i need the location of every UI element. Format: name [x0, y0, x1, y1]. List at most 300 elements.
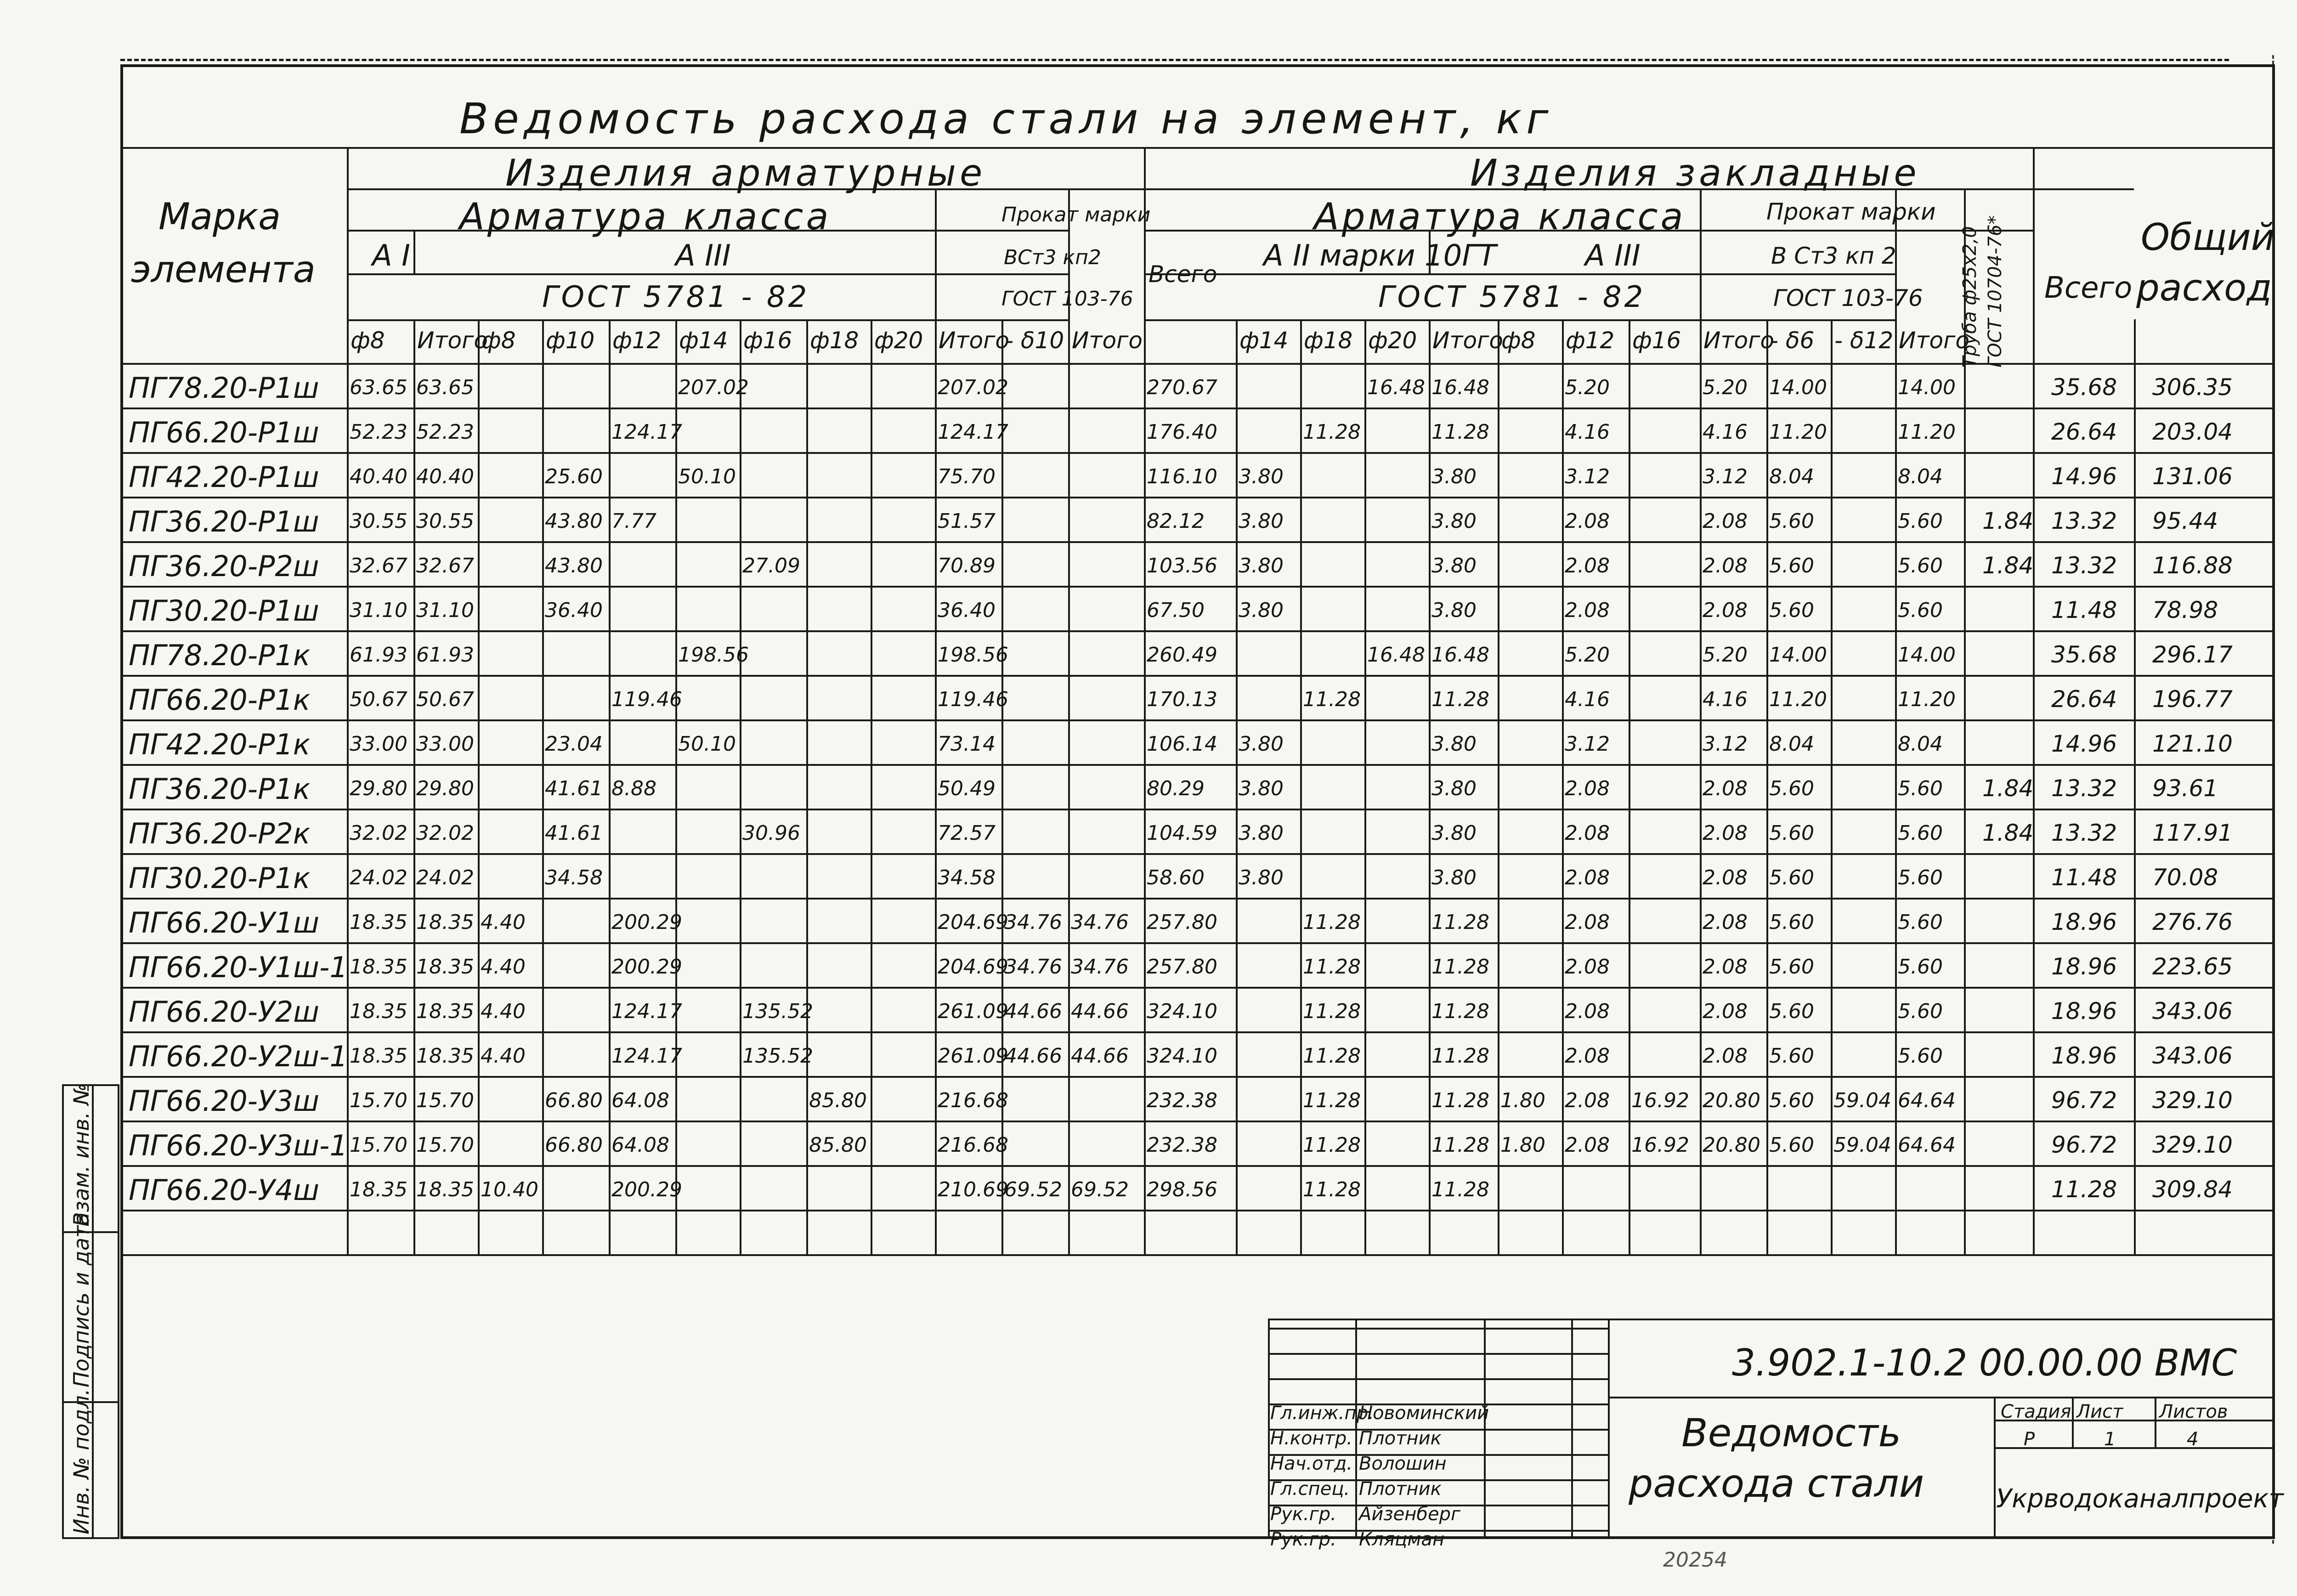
table-cell: 14.96: [2051, 730, 2117, 757]
table-cell: 3.80: [1239, 554, 1284, 577]
col-line: [806, 319, 808, 1254]
table-cell: 43.80: [545, 509, 603, 533]
stamp-sheets: 4: [2187, 1429, 2199, 1450]
table-cell: 324.10: [1147, 1000, 1217, 1023]
row-line: [120, 898, 2272, 900]
table-cell: 3.12: [1703, 732, 1748, 756]
col-line: [609, 319, 611, 1254]
header-arm-group: Изделия арматурные: [505, 152, 986, 194]
table-cell: 58.60: [1147, 866, 1205, 889]
row-line: [120, 1076, 2272, 1078]
table-cell: 36.40: [938, 599, 996, 622]
col-line-rolled: [935, 188, 937, 1254]
table-cell: 40.40: [350, 465, 407, 488]
header-line-4d: [1700, 319, 1895, 321]
header-gost-emb: ГОСТ 5781 - 82: [1378, 280, 1646, 314]
table-cell: 2.08: [1703, 509, 1748, 533]
table-cell: 16.48: [1431, 643, 1489, 667]
table-cell: 5.60: [1769, 777, 1814, 800]
subheader-cell: Итого: [1072, 327, 1143, 354]
table-cell: 34.76: [1004, 955, 1062, 979]
table-cell: 13.32: [2051, 508, 2117, 534]
table-cell: 18.96: [2051, 998, 2117, 1024]
table-cell: 11.28: [1303, 1089, 1361, 1112]
table-cell: 2.08: [1703, 1044, 1748, 1068]
col-line: [740, 319, 741, 1254]
table-cell: 3.80: [1239, 599, 1284, 622]
stamp-line: [1571, 1319, 1573, 1537]
table-cell: 11.20: [1898, 688, 1956, 711]
table-cell: 261.09: [938, 1000, 1008, 1023]
col-line: [2134, 319, 2136, 1254]
subheader-cell: ф14: [1239, 327, 1289, 354]
row-line: [120, 987, 2272, 989]
header-emb-class: Арматура класса: [1314, 195, 1686, 238]
table-cell: 4.40: [481, 955, 526, 979]
table-cell: 52.23: [416, 420, 474, 444]
table-cell: 309.84: [2152, 1176, 2233, 1203]
table-cell: 2.08: [1703, 821, 1748, 845]
table-cell: 2.08: [1703, 554, 1748, 577]
subheader-cell: ф18: [1304, 327, 1353, 354]
table-cell: 2.08: [1703, 777, 1748, 800]
table-cell: 35.68: [2051, 641, 2117, 668]
row-line: [120, 942, 2272, 944]
side-line: [92, 1084, 94, 1539]
table-cell: 3.80: [1431, 777, 1477, 800]
row-mark: ПГ66.20-У2ш-1: [129, 1040, 348, 1073]
table-cell: 23.04: [545, 732, 603, 756]
table-cell: 3.80: [1431, 866, 1477, 889]
table-cell: 198.56: [678, 643, 749, 667]
table-cell: 11.20: [1898, 420, 1956, 444]
row-mark: ПГ66.20-У4ш: [129, 1173, 319, 1207]
row-mark: ПГ66.20-Р1ш: [129, 416, 319, 449]
col-line: [1629, 319, 1630, 1254]
row-mark: ПГ66.20-У3ш-1: [129, 1129, 348, 1162]
table-cell: 135.52: [742, 1044, 813, 1068]
stamp-title-2: расхода стали: [1629, 1461, 1924, 1506]
stamp-line: [1355, 1319, 1357, 1537]
header-rolled-arm-3: ГОСТ 103-76: [1001, 287, 1133, 311]
table-cell: 24.02: [350, 866, 407, 889]
row-line: [120, 809, 2272, 810]
table-cell: 18.35: [416, 955, 474, 979]
table-cell: 96.72: [2051, 1087, 2117, 1114]
table-cell: 3.80: [1239, 777, 1284, 800]
row-line: [120, 407, 2272, 409]
table-cell: 11.20: [1769, 420, 1827, 444]
table-cell: 5.60: [1769, 509, 1814, 533]
subheader-cell: - δ6: [1770, 327, 1815, 354]
stamp-line: [1994, 1447, 2272, 1449]
table-cell: 104.59: [1147, 821, 1217, 845]
row-line: [120, 853, 2272, 855]
table-cell: 2.08: [1565, 1133, 1610, 1157]
col-line: [1300, 319, 1302, 1254]
table-cell: 11.28: [1303, 1000, 1361, 1023]
table-cell: 5.20: [1703, 376, 1748, 399]
table-cell: 5.60: [1898, 599, 1943, 622]
table-cell: 8.04: [1769, 465, 1814, 488]
subheader-cell: Итого: [417, 327, 488, 354]
table-cell: 1.84: [1982, 552, 2034, 579]
stamp-sheet: 1: [2104, 1429, 2116, 1450]
table-cell: 257.80: [1147, 955, 1217, 979]
table-cell: 223.65: [2152, 953, 2233, 980]
table-cell: 5.60: [1769, 955, 1814, 979]
stamp-sheets-label: Листов: [2159, 1401, 2228, 1422]
table-cell: 261.09: [938, 1044, 1008, 1068]
table-cell: 20.80: [1703, 1089, 1760, 1112]
table-cell: 200.29: [611, 1178, 682, 1201]
table-cell: 124.17: [611, 1000, 682, 1023]
table-cell: 34.76: [1071, 911, 1129, 934]
table-cell: 5.60: [1898, 1044, 1943, 1068]
col-line-rolled-emb: [1700, 188, 1702, 1254]
stamp-name: Волошин: [1359, 1453, 1447, 1474]
table-cell: 93.61: [2152, 775, 2218, 802]
table-cell: 124.17: [611, 1044, 682, 1068]
row-line: [120, 1165, 2272, 1167]
table-cell: 324.10: [1147, 1044, 1217, 1068]
table-cell: 30.55: [350, 509, 407, 533]
table-cell: 16.92: [1631, 1133, 1689, 1157]
row-line: [120, 452, 2272, 454]
header-line-3b: [935, 273, 1068, 275]
stamp-line: [1268, 1319, 1270, 1537]
stamp-role: Рук.гр.: [1270, 1504, 1336, 1525]
table-cell: 63.65: [416, 376, 474, 399]
stamp-sheet-label: Лист: [2076, 1401, 2123, 1422]
table-cell: 121.10: [2152, 730, 2233, 757]
table-cell: 66.80: [545, 1133, 603, 1157]
col-line: [1562, 319, 1564, 1254]
side-inv: Инв. № подл.: [69, 1388, 94, 1534]
table-cell: 13.32: [2051, 775, 2117, 802]
col-line: [478, 319, 480, 1254]
table-cell: 176.40: [1147, 420, 1217, 444]
table-cell: 13.32: [2051, 820, 2117, 846]
table-cell: 4.16: [1565, 420, 1610, 444]
table-cell: 2.08: [1565, 1000, 1610, 1023]
row-mark: ПГ30.20-Р1ш: [129, 594, 319, 628]
table-cell: 85.80: [809, 1089, 867, 1112]
table-cell: 3.80: [1431, 554, 1477, 577]
table-cell: 32.67: [350, 554, 407, 577]
table-cell: 2.08: [1565, 599, 1610, 622]
header-a1: А I: [372, 239, 410, 273]
table-cell: 170.13: [1147, 688, 1217, 711]
table-cell: 232.38: [1147, 1133, 1217, 1157]
table-cell: 5.60: [1769, 866, 1814, 889]
table-cell: 32.67: [416, 554, 474, 577]
side-sign: Подпись и дата: [69, 1212, 94, 1387]
table-cell: 3.80: [1239, 821, 1284, 845]
table-cell: 5.60: [1769, 821, 1814, 845]
table-cell: 3.80: [1239, 509, 1284, 533]
header-line-3c: [1144, 273, 1700, 275]
stamp-role: Гл.инж.пр.: [1270, 1403, 1374, 1424]
table-cell: 5.60: [1898, 955, 1943, 979]
table-cell: 24.02: [416, 866, 474, 889]
stamp-line: [2155, 1397, 2156, 1447]
subheader-cell: ф20: [874, 327, 923, 354]
table-cell: 2.08: [1565, 777, 1610, 800]
table-cell: 44.66: [1071, 1000, 1129, 1023]
table-cell: 43.80: [545, 554, 603, 577]
table-cell: 18.35: [350, 955, 407, 979]
table-cell: 72.57: [938, 821, 996, 845]
row-mark: ПГ36.20-Р2ш: [129, 549, 319, 583]
row-mark: ПГ66.20-У2ш: [129, 995, 319, 1029]
header-emb-group: Изделия закладные: [1470, 152, 1920, 194]
table-cell: 16.48: [1367, 643, 1425, 667]
table-cell: 7.77: [611, 509, 656, 533]
row-line: [120, 719, 2272, 721]
row-line: [120, 1254, 2272, 1256]
table-cell: 11.28: [1303, 1044, 1361, 1068]
table-cell: 61.93: [350, 643, 407, 667]
table-cell: 2.08: [1565, 1089, 1610, 1112]
table-cell: 3.12: [1703, 465, 1748, 488]
table-cell: 200.29: [611, 911, 682, 934]
table-cell: 5.60: [1898, 821, 1943, 845]
table-cell: 18.35: [350, 911, 407, 934]
table-cell: 85.80: [809, 1133, 867, 1157]
row-mark: ПГ66.20-У1ш: [129, 906, 319, 939]
table-cell: 5.60: [1769, 554, 1814, 577]
table-cell: 96.72: [2051, 1132, 2117, 1158]
table-cell: 2.08: [1565, 955, 1610, 979]
stamp-name: Кляцман: [1359, 1529, 1445, 1550]
table-cell: 14.00: [1769, 643, 1827, 667]
header-rolled-emb-3: ГОСТ 103-76: [1773, 285, 1923, 311]
table-cell: 5.60: [1769, 1000, 1814, 1023]
table-cell: 59.04: [1833, 1089, 1891, 1112]
table-cell: 50.10: [678, 732, 736, 756]
table-cell: 119.46: [938, 688, 1008, 711]
stamp-line: [1608, 1319, 1610, 1537]
table-cell: 1.84: [1982, 508, 2034, 534]
table-cell: 18.35: [350, 1000, 407, 1023]
subheader-cell: Итого: [939, 327, 1009, 354]
table-cell: 8.04: [1898, 465, 1943, 488]
table-cell: 2.08: [1703, 866, 1748, 889]
table-cell: 61.93: [416, 643, 474, 667]
table-cell: 69.52: [1004, 1178, 1062, 1201]
table-cell: 18.35: [416, 1044, 474, 1068]
header-emb-a2: А II марки 10ГТ: [1263, 239, 1497, 273]
row-line: [120, 1031, 2272, 1033]
subheader-cell: ф8: [1501, 327, 1536, 354]
row-mark: ПГ66.20-Р1к: [129, 683, 311, 717]
table-cell: 124.17: [938, 420, 1008, 444]
table-cell: 11.28: [1431, 420, 1489, 444]
table-cell: 14.00: [1898, 376, 1956, 399]
header-rolled-arm-1: Прокат марки: [1001, 203, 1151, 226]
bottom-note: 20254: [1663, 1548, 1727, 1572]
table-cell: 18.35: [416, 1000, 474, 1023]
table-cell: 207.02: [678, 376, 749, 399]
table-cell: 36.40: [545, 599, 603, 622]
stamp-role: Рук.гр.: [1270, 1529, 1336, 1550]
table-cell: 2.08: [1703, 911, 1748, 934]
table-cell: 78.98: [2152, 597, 2218, 623]
table-cell: 44.66: [1004, 1044, 1062, 1068]
table-cell: 11.28: [1303, 1178, 1361, 1201]
table-cell: 2.08: [1565, 821, 1610, 845]
table-cell: 18.35: [350, 1044, 407, 1068]
table-cell: 1.84: [1982, 775, 2034, 802]
table-cell: 3.80: [1431, 732, 1477, 756]
table-cell: 5.60: [1898, 1000, 1943, 1023]
table-cell: 4.40: [481, 1044, 526, 1068]
stamp-line: [1608, 1397, 2272, 1398]
row-mark: ПГ42.20-Р1ш: [129, 460, 319, 494]
table-cell: 11.28: [1431, 1178, 1489, 1201]
table-cell: 50.67: [416, 688, 474, 711]
table-cell: 32.02: [350, 821, 407, 845]
table-cell: 3.80: [1431, 509, 1477, 533]
stamp-line: [2072, 1397, 2074, 1447]
table-cell: 50.10: [678, 465, 736, 488]
table-cell: 15.70: [416, 1133, 474, 1157]
subheader-cell: Итого: [1432, 327, 1503, 354]
table-cell: 5.60: [1898, 866, 1943, 889]
table-cell: 198.56: [938, 643, 1008, 667]
table-cell: 204.69: [938, 955, 1008, 979]
table-cell: 3.12: [1565, 732, 1610, 756]
side-replace: Взам. инв. №: [69, 1083, 94, 1227]
table-cell: 232.38: [1147, 1089, 1217, 1112]
table-cell: 41.61: [545, 821, 603, 845]
table-cell: 5.20: [1703, 643, 1748, 667]
row-line: [120, 1121, 2272, 1122]
table-cell: 5.60: [1769, 599, 1814, 622]
table-cell: 11.28: [1431, 955, 1489, 979]
table-cell: 11.28: [1431, 911, 1489, 934]
row-line: [120, 541, 2272, 543]
header-line-4a: [347, 319, 935, 321]
table-cell: 296.17: [2152, 641, 2233, 668]
table-cell: 16.48: [1367, 376, 1425, 399]
table-cell: 8.88: [611, 777, 656, 800]
table-cell: 5.60: [1769, 1089, 1814, 1112]
row-line: [120, 586, 2272, 588]
table-cell: 257.80: [1147, 911, 1217, 934]
col-line: [1236, 319, 1238, 1254]
header-total-arm: Всего: [1148, 261, 1217, 288]
table-cell: 2.08: [1703, 599, 1748, 622]
table-cell: 298.56: [1147, 1178, 1217, 1201]
stamp-line: [1994, 1397, 1996, 1537]
table-cell: 5.60: [1898, 554, 1943, 577]
table-cell: 11.28: [1303, 1133, 1361, 1157]
stamp-line: [1268, 1378, 1608, 1380]
table-cell: 5.60: [1769, 1133, 1814, 1157]
stamp-role: Н.контр.: [1270, 1428, 1352, 1449]
header-rolled-arm-2: ВСт3 кп2: [1004, 246, 1101, 269]
table-cell: 5.60: [1898, 777, 1943, 800]
table-cell: 18.35: [416, 1178, 474, 1201]
subheader-cell: ф16: [1632, 327, 1681, 354]
table-cell: 32.02: [416, 821, 474, 845]
table-cell: 11.28: [1303, 420, 1361, 444]
table-cell: 117.91: [2152, 820, 2233, 846]
table-cell: 18.96: [2051, 909, 2117, 935]
table-cell: 2.08: [1565, 866, 1610, 889]
col-line: [871, 319, 872, 1254]
table-cell: 18.96: [2051, 953, 2117, 980]
table-cell: 1.84: [1982, 820, 2034, 846]
table-cell: 14.96: [2051, 463, 2117, 490]
table-cell: 70.89: [938, 554, 996, 577]
table-cell: 16.48: [1431, 376, 1489, 399]
header-overall-2: расход: [2136, 266, 2272, 309]
table-cell: 5.60: [1898, 509, 1943, 533]
table-cell: 11.28: [1303, 911, 1361, 934]
col-line: [1498, 319, 1499, 1254]
table-cell: 1.80: [1500, 1133, 1545, 1157]
side-line: [62, 1401, 119, 1403]
table-cell: 4.16: [1703, 420, 1748, 444]
stamp-line: [1268, 1328, 1608, 1330]
stamp-line: [1484, 1319, 1486, 1537]
table-cell: 11.20: [1769, 688, 1827, 711]
table-cell: 29.80: [416, 777, 474, 800]
table-cell: 11.28: [1303, 955, 1361, 979]
table-cell: 25.60: [545, 465, 603, 488]
table-cell: 329.10: [2152, 1087, 2233, 1114]
table-cell: 50.49: [938, 777, 996, 800]
table-cell: 26.64: [2051, 686, 2117, 713]
table-cell: 5.60: [1769, 1044, 1814, 1068]
stamp-name: Новоминский: [1359, 1403, 1489, 1424]
col-line-overall: [2033, 147, 2035, 1254]
table-cell: 2.08: [1703, 955, 1748, 979]
table-cell: 44.66: [1004, 1000, 1062, 1023]
table-cell: 343.06: [2152, 998, 2233, 1024]
row-line: [120, 675, 2272, 677]
table-cell: 200.29: [611, 955, 682, 979]
table-cell: 20.80: [1703, 1133, 1760, 1157]
col-line: [413, 319, 415, 1254]
col-line: [1364, 319, 1366, 1254]
row-mark: ПГ36.20-Р1ш: [129, 505, 319, 538]
stamp-stage-label: Стадия: [2001, 1401, 2071, 1422]
header-line-3a: [347, 273, 935, 275]
table-cell: 63.65: [350, 376, 407, 399]
table-cell: 34.76: [1004, 911, 1062, 934]
table-cell: 64.64: [1898, 1133, 1956, 1157]
table-cell: 4.40: [481, 911, 526, 934]
side-line: [62, 1231, 119, 1233]
header-gost-arm: ГОСТ 5781 - 82: [542, 280, 810, 314]
table-cell: 3.80: [1431, 465, 1477, 488]
table-cell: 11.28: [1431, 1133, 1489, 1157]
header-rolled-emb-2: В Ст3 кп 2: [1771, 243, 1896, 269]
table-cell: 11.28: [1431, 1044, 1489, 1068]
table-cell: 124.17: [611, 420, 682, 444]
table-cell: 103.56: [1147, 554, 1217, 577]
row-line: [120, 363, 2272, 365]
row-line: [120, 630, 2272, 632]
table-cell: 11.28: [1431, 1089, 1489, 1112]
col-line-a1: [413, 230, 415, 273]
table-cell: 52.23: [350, 420, 407, 444]
header-mark-1: Марка: [158, 195, 281, 238]
